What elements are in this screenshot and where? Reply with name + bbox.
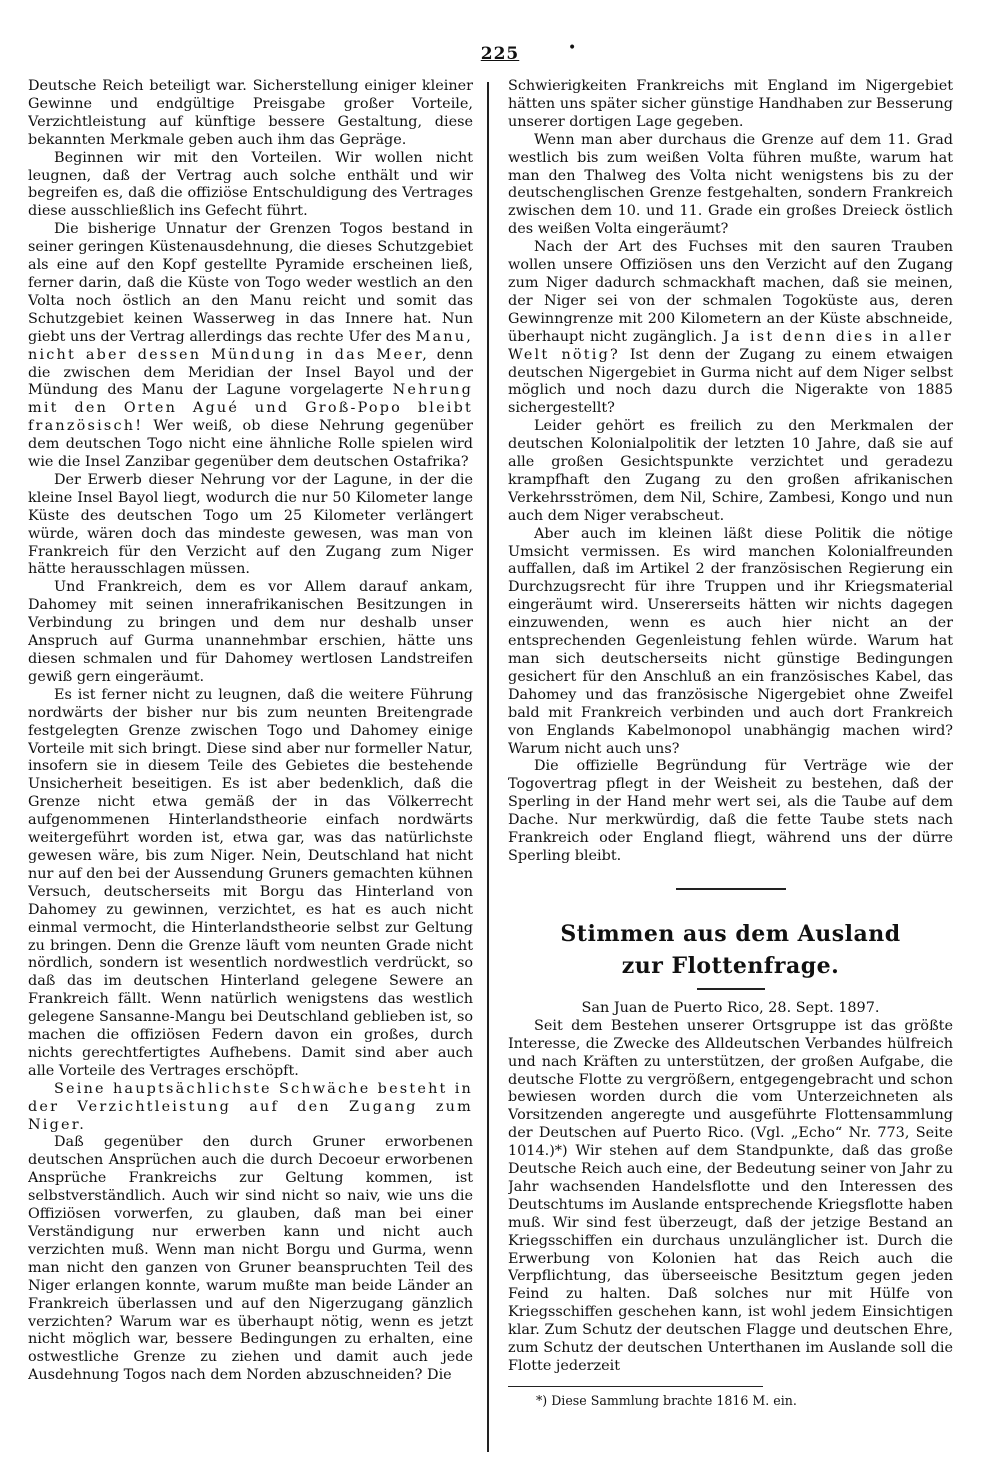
left-paragraph-6: Es ist ferner nicht zu leugnen, daß die weitere Führung nordwärts der bisher nur bis zum neunten Breitengrade festgelegten Grenze zwischen Togo und Dahomey einige Vorteile mit sich bringt. Diese sind aber nur formeller Natur, insofern sie in diesem Teile des Gebietes die bestehende Unsicherheit beseitigen. Es ist aber bedenklich, daß die Grenze nicht etwa gemäß der in das Völkerrecht aufgenommenen Hinterlandstheorie einfach nordwärts weitergeführt worden ist, etwa gar, was das natürlichste gewesen wäre, bis zum Niger. Nein, Deutschland hat nicht nur auf den bei der Aussendung Gruners gemachten kühnen Versuch, deutscherseits mit Borgu das Hinterland von Dahomey zu gewinnen, verzichtet, es hat es auch nicht einmal vermocht, die Hinterlandstheorie selbst zur Geltung zu bringen. Denn die Grenze läuft vom neunten Grade nicht nördlich, sondern ist wesentlich nordwestlich verdrückt, so daß das im deutschen Hinterland gelegene Sewere an Frankreich fällt. Wenn natürlich wenigstens das westlich gelegene Sansanne-Mangu bei Deutschland geblieben ist, so machen die offiziösen Federn davon ein großes, durch nichts gerechtfertigtes Aufhebens. Damit sind aber auch alle Vorteile des Vertrages erschöpft. [28,686,473,1079]
section-heading-line-1: Stimmen aus dem Ausland [560,920,901,947]
left-paragraph-4: Der Erwerb dieser Nehrung vor der Lagune, in der die kleine Insel Bayol liegt, wodurch die nur 50 Kilometer lange Küste des deutschen Togo um 25 Kilometer verlängert würde, wären doch das mindeste gewesen, was man von Frankreich für den Verzicht auf den Zugang zum Niger hätte herausschlagen müssen. [28,471,473,578]
right-paragraph-2: Wenn man aber durchaus die Grenze auf dem 11. Grad westlich bis zum weißen Volta führen mußte, warum hat man den Thalweg des Volta nicht wenigstens bis zu der deutschenglischen Grenze festgehalten, sondern Frankreich zwischen dem 10. und 11. Grade ein großes Dreieck östlich des weißen Volta eingeräumt? [508,131,953,238]
section-heading-line-2: zur Flottenfrage. [621,952,840,979]
left-paragraph-5: Und Frankreich, dem es vor Allem darauf ankam, Dahomey mit seinen innerafrikanischen Besitzungen in Verbindung zu bringen und dem nur deshalb unser Anspruch auf Gurma unannehmbar erschien, hätte uns diesen schmalen und für Dahomey wertlosen Landstreifen gewiß gern eingeräumt. [28,579,473,685]
right-paragraph-1: Schwierigkeiten Frankreichs mit England im Nigergebiet hätten uns später sicher günstige Handhaben zur Besserung unserer dortigen Lage gegeben. [508,78,953,130]
heading-rule [697,988,765,990]
left-column [28,78,473,1453]
left-paragraph-2: Beginnen wir mit den Vorteilen. Wir wollen nicht leugnen, daß der Vertrag auch solche enthält und wir begreifen es, daß die offiziöse Entschuldigung des Vertrages diese ausschließlich ins Gefecht führt. [28,149,473,220]
left-paragraph-7-emphasis: Seine hauptsächlichste Schwäche besteht in der Verzichtleistung auf den Zugang zum Niger. [28,1080,473,1133]
section-separator [676,888,786,890]
right-paragraph-4: Leider gehört es freilich zu den Merkmalen der deutschen Kolonialpolitik der letzten 10 Jahre, daß sie auf alle großen Gesichtspunkte verzichtet und geradezu krampfhaft den Zugang zu den großen afrikanischen Verkehrsströmen, dem Nil, Schire, Zambesi, Kongo und nun auch dem Niger verabscheut. [508,418,953,524]
left-p3-mid: denn die zwischen dem Meridian der Insel Bayol und der Mündung des Manu der Lagune vorgelagerte [28,346,473,399]
column-divider [487,82,489,1452]
left-paragraph-3 [28,221,473,472]
left-paragraph-8: Daß gegenüber den durch Gruner erworbenen deutschen Ansprüchen auch die durch Decoeur erworbenen Ansprüche Frankreichs zur Geltung kommen, ist selbstverständlich. Auch wir sind nicht so naiv, wie uns die Offiziösen vorwerfen, zu glauben, daß man bei einer Verständigung nur erwerben kann und nicht auch verzichten muß. Wenn man nicht Borgu und Gurma, wenn man nicht den ganzen von Gruner beanspruchten Teil des Niger erlangen konnte, warum mußte man beide Länder an Frankreich überlassen und auf den Nigerzugang gänzlich verzichten? Warum war es überhaupt nötig, wenn es jetzt nicht möglich war, bessere Bedingungen zu erhalten, eine ostwestliche Grenze zu ziehen und damit auch jede Ausdehnung Togos nach dem Norden abzuschneiden? Die [28,1134,473,1384]
left-paragraph-1: Deutsche Reich beteiligt war. Sicherstellung einiger kleiner Gewinne und endgültige Preisgabe großer Vorteile, Verzichtleistung auf künftige bessere Gestaltung, diese bekannten Merkmale geben auch ihm das Gepräge. [28,78,473,148]
section-paragraph: Seit dem Bestehen unserer Ortsgruppe ist das größte Interesse, die Zwecke des Alldeutschen Verbandes hülfreich und nach Kräften zu unterstützen, der großen Aufgabe, die deutsche Flotte zu vergrößern, entgegengebracht und schon bewiesen worden durch die vom Unterzeichneten als Vorsitzenden angeregte und ausgeführte Flottensammlung der Deutschen auf Puerto Rico. (Vgl. „Echo“ Nr. 773, Seite 1014.)*) Wir stehen auf dem Standpunkte, daß das große Deutsche Reich auch eine, der Bedeutung seiner von Jahr zu Jahr wachsenden Handelsflotte und den Interessen des Deutschtums im Auslande entsprechende Kriegsflotte haben muß. Wir sind fest überzeugt, daß der jetzige Bestand an Kriegsschiffen ein durchaus unzulänglicher ist. Durch die Erwerbung von Kolonien hat das Reich auch die Verpflichtung, das überseeische Besitztum gegen jeden Feind zu halten. Daß solches nur mit Hülfe von Kriegsschiffen geschehen kann, ist wohl jedem Einsichtigen klar. Zum Schutz der deutschen Flagge und deutschen Ehre, zum Schutz der deutschen Unterthanen im Auslande soll die Flotte jederzeit [508,1017,953,1374]
left-p3-end: Wer weiß, ob diese Nehrung gegenüber dem deutschen Togo nicht eine ähnliche Rolle spielen wird wie die Insel Zanzibar gegenüber dem deutschen Ostafrika? [28,418,473,471]
right-p3-emphasis: Ja ist denn dies in aller Welt nötig? [508,328,953,363]
footnote: *) Diese Sammlung brachte 1816 M. ein. [536,1392,797,1408]
right-p3-start: Nach der Art des Fuchses mit den sauren Trauben wollen unsere Offiziösen uns den Verzicht auf den Zugang zum Niger dadurch schmackhaft machen, daß sie meinen, der Niger sei von der schmalen Togoküste aus, deren Gewinngrenze mit 200 Kilometern an der Küste abschneide, überhaupt nicht zugänglich. [508,239,953,345]
right-p3-end: Ist denn der Zugang zu einem etwaigen deutschen Nigergebiet in Gurma nicht auf dem Niger selbst möglich und noch dazu durch die Nigerakte von 1885 sichergestellt? [508,346,953,417]
right-paragraph-6: Die offizielle Begründung für Verträge wie der Togovertrag pflegt in der Weisheit zu bestehen, daß der Sperling in der Hand mehr wert sei, als die Taube auf dem Dache. Nur merkwürdig, daß die fette Taube stets nach Frankreich oder England fliegt, während uns der dürre Sperling bleibt. [508,758,953,864]
right-column [508,78,953,1453]
left-p3-emphasis-2: Nehrung mit den Orten Agué und Groß-Popo bleibt französisch! [28,382,473,435]
left-p3-now: Nun giebt uns der Vertrag allerdings das rechte Ufer des [28,310,473,345]
left-p3-text: Die bisherige Unnatur der Grenzen Togos bestand in seiner geringen Küstenausdehnung, die dieses Schutzgebiet als eine auf den Kopf gestellte Pyramide erscheinen ließ, ferner darin, daß die Küste von Togo weder westlich an den Volta noch östlich an den Manu reicht und somit das Schutzgebiet keinen Wasserweg in das Innere hat. [28,221,473,327]
page-number: 225 [480,44,520,64]
page-mark: • [568,40,577,56]
footnote-rule [508,1386,763,1387]
left-p3-emphasis-1: Manu, nicht aber dessen Mündung in das Meer, [28,328,473,363]
right-paragraph-5: Aber auch im kleinen läßt diese Politik die nötige Umsicht vermissen. Es wird manchen Kolonialfreunden auffallen, daß im Artikel 2 der französischen Regierung ein Durchzugsrecht für ihre Truppen und ihr Kriegsmaterial eingeräumt wird. Unsererseits hätten wir nichts dagegen einzuwenden, wenn es auch hier nicht an der entsprechenden Gegenleistung fehlen würde. Warum hat man sich deutscherseits nicht günstige Bedingungen gesichert für den Anschluß an ein französisches Kabel, das Dahomey und das französische Nigergebiet ohne Zweifel bald mit Frankreich verbinden und auch dort Frankreich von Englands Kabelmonopol unabhängig machen wird? Warum nicht auch uns? [508,525,953,757]
right-paragraph-3 [508,239,953,418]
dateline: San Juan de Puerto Rico, 28. Sept. 1897. [581,999,880,1016]
